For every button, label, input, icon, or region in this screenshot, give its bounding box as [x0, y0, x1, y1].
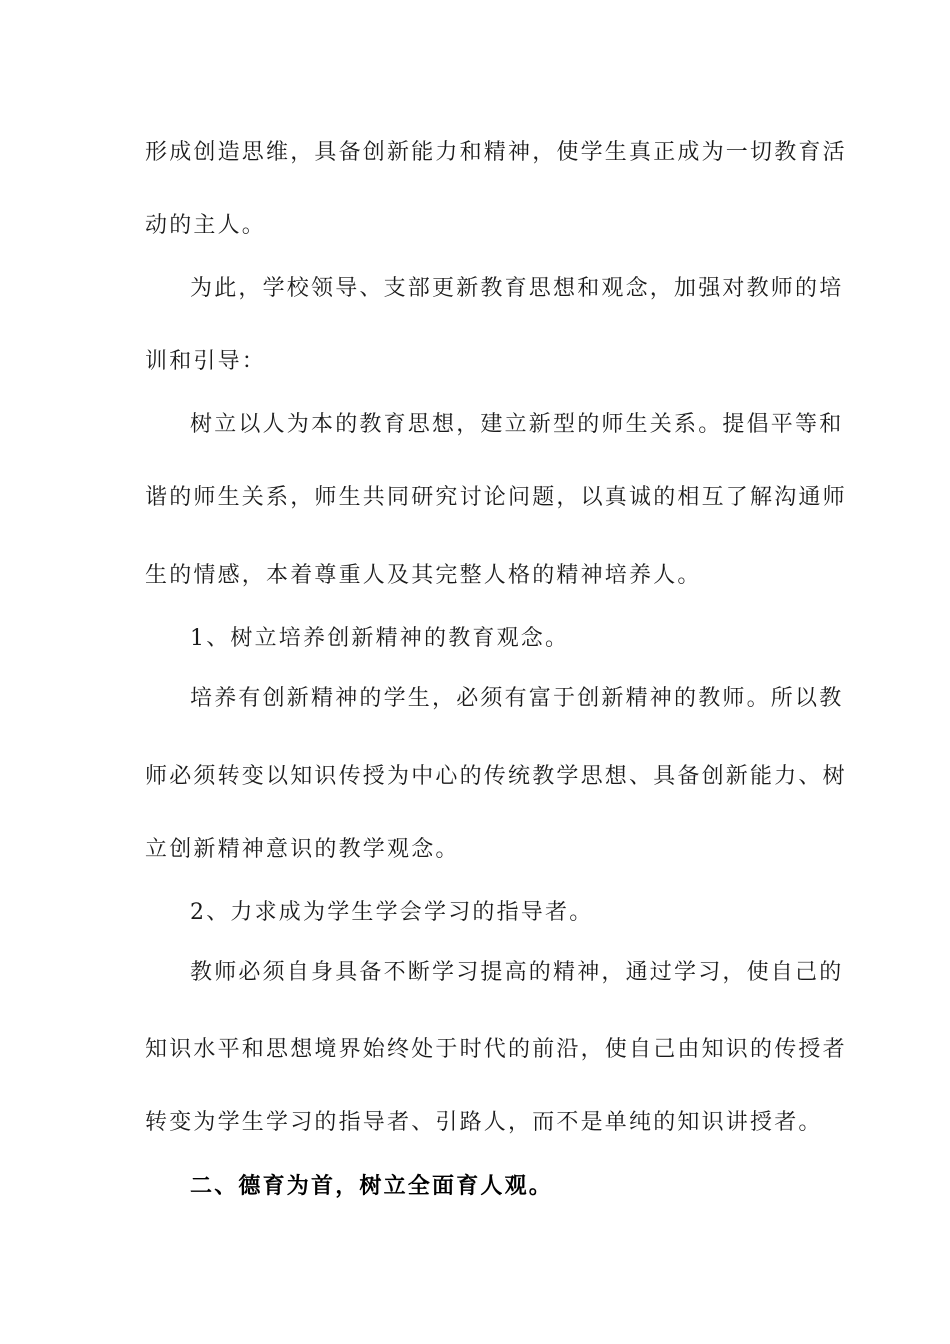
section-heading: 二、德育为首，树立全面育人观。 — [190, 1173, 554, 1199]
paragraph-line: 生的情感，本着尊重人及其完整人格的精神培养人。 — [145, 563, 702, 588]
paragraph-line: 培养有创新精神的学生，必须有富于创新精神的教师。所以教 — [190, 686, 844, 711]
paragraph-line: 2、力求成为学生学会学习的指导者。 — [190, 900, 594, 925]
paragraph-line: 训和引导： — [145, 349, 267, 374]
paragraph-line: 形成创造思维，具备创新能力和精神，使学生真正成为一切教育活 — [145, 140, 847, 165]
paragraph-line: 教师必须自身具备不断学习提高的精神，通过学习，使自己的 — [190, 960, 844, 985]
paragraph-line: 1、树立培养创新精神的教育观念。 — [190, 626, 570, 651]
paragraph-line: 立创新精神意识的教学观念。 — [145, 837, 460, 862]
paragraph-line: 知识水平和思想境界始终处于时代的前沿，使自己由知识的传授者 — [145, 1037, 847, 1062]
paragraph-line: 为此，学校领导、支部更新教育思想和观念，加强对教师的培 — [190, 276, 844, 301]
paragraph-line: 转变为学生学习的指导者、引路人，而不是单纯的知识讲授者。 — [145, 1110, 823, 1135]
paragraph-line: 谐的师生关系，师生共同研究讨论问题，以真诚的相互了解沟通师 — [145, 485, 847, 510]
paragraph-line: 师必须转变以知识传授为中心的传统教学思想、具备创新能力、树 — [145, 764, 847, 789]
paragraph-line: 动的主人。 — [145, 213, 267, 238]
paragraph-line: 树立以人为本的教育思想，建立新型的师生关系。提倡平等和 — [190, 412, 844, 437]
